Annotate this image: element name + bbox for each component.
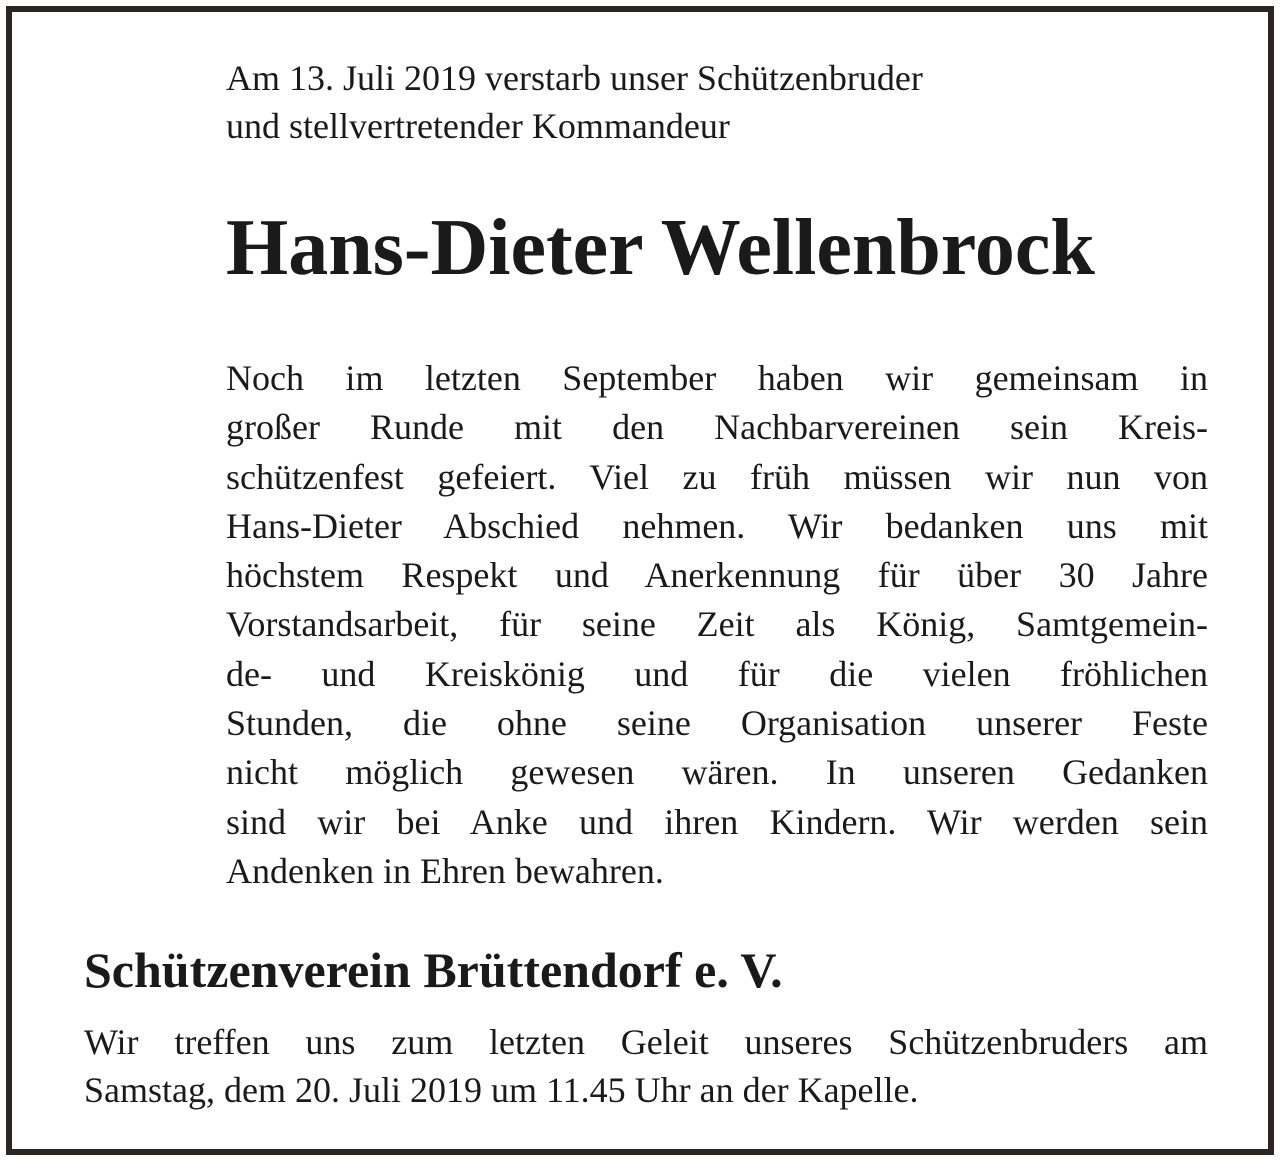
- tribute-line: nicht möglich gewesen wären. In unseren Gedanken: [226, 752, 1208, 793]
- tribute-line: Andenken in Ehren bewahren.: [226, 850, 664, 891]
- funeral-note-line: Wir treffen uns zum letzten Geleit unseres Schützenbruders am: [84, 1022, 1208, 1062]
- funeral-note: [84, 1018, 1208, 1114]
- tribute-line: schützenfest gefeiert. Viel zu früh müssen wir nun von: [226, 456, 1208, 497]
- tribute-line: de- und Kreiskönig und für die vielen fröhlichen: [226, 653, 1208, 694]
- intro-line: Am 13. Juli 2019 verstarb unser Schützenbruder: [226, 58, 923, 98]
- tribute-text: [226, 354, 1208, 896]
- tribute-line: Vorstandsarbeit, für seine Zeit als König, Samtgemein-: [226, 604, 1208, 645]
- tribute-line: Hans-Dieter Abschied nehmen. Wir bedanken uns mit: [226, 505, 1208, 546]
- tribute-line: Stunden, die ohne seine Organisation unserer Feste: [226, 703, 1208, 744]
- deceased-name: Hans-Dieter Wellenbrock: [226, 204, 1095, 292]
- tribute-line: höchstem Respekt und Anerkennung für über 30 Jahre: [226, 555, 1208, 596]
- funeral-note-line: Samstag, dem 20. Juli 2019 um 11.45 Uhr an der Kapelle.: [84, 1070, 919, 1110]
- club-name: Schützenverein Brüttendorf e. V.: [84, 942, 783, 998]
- intro-text: [226, 54, 1226, 150]
- intro-line: und stellvertretender Kommandeur: [226, 106, 730, 146]
- obituary-frame: [6, 6, 1274, 1155]
- tribute-line: sind wir bei Anke und ihren Kindern. Wir werden sein: [226, 801, 1208, 842]
- tribute-line: großer Runde mit den Nachbarvereinen sein Kreis-: [226, 407, 1208, 448]
- tribute-line: Noch im letzten September haben wir gemeinsam in: [226, 358, 1208, 398]
